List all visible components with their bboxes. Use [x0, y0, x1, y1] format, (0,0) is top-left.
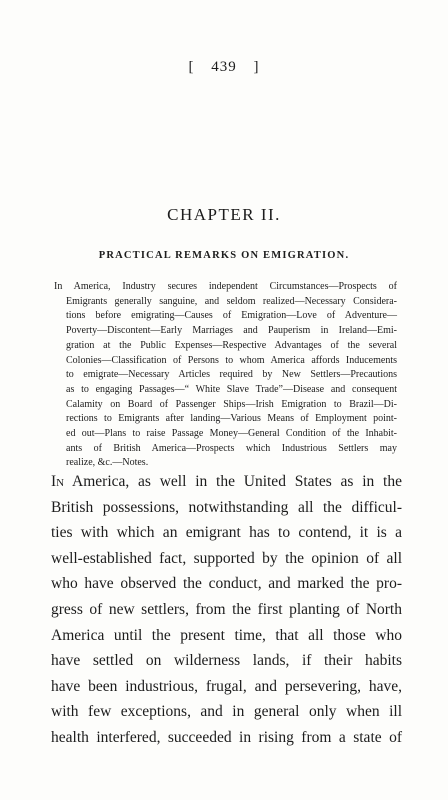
synopsis-line: as to engaging Passages—“ White Slave Trade”—Disease and consequent: [66, 383, 397, 395]
opening-word: In: [51, 473, 65, 490]
synopsis-line: Poverty—Discontent—Early Marriages and Pauperism in Ireland—Emi-: [66, 325, 397, 337]
right-bracket: ]: [253, 59, 260, 75]
body-line: well-established fact, supported by the opinion of all: [51, 549, 402, 567]
synopsis-line: In America, Industry secures independent Circumstances—Prospects of: [54, 281, 397, 292]
body-paragraph: [51, 469, 402, 751]
body-line: gress of new settlers, from the first planting of North: [51, 600, 402, 618]
synopsis-line: realize, &c.—Notes.: [66, 457, 149, 469]
synopsis-line: tions before emigrating—Causes of Emigration—Love of Adventure—: [66, 310, 397, 322]
body-line: have settled on wilderness lands, if their habits: [51, 652, 402, 670]
body-line: health interfered, succeeded in rising from a state of: [51, 728, 402, 746]
body-line: ties with which an emigrant has to contend, it is a: [51, 524, 402, 542]
body-line: British possessions, notwithstanding all the difficul-: [51, 498, 402, 516]
page-number: 439: [211, 59, 237, 75]
synopsis-line: gration at the Public Expenses—Respective Advantages of the several: [66, 339, 397, 351]
body-line: [51, 469, 402, 495]
page-number-header: [0, 59, 448, 76]
body-line: who have observed the conduct, and marked the pro-: [51, 575, 402, 593]
synopsis-line: ants of British America—Prospects which Industrious Settlers may: [66, 442, 397, 454]
body-line-text: America, as well in the United States as in the: [64, 473, 402, 490]
chapter-subtitle: PRACTICAL REMARKS ON EMIGRATION.: [98, 250, 350, 261]
body-line: with few exceptions, and in general only when ill: [51, 703, 402, 721]
chapter-title: CHAPTER II.: [167, 205, 281, 224]
body-line: America until the present time, that all those who: [51, 626, 402, 644]
body-line: have been industrious, frugal, and persevering, have,: [51, 677, 402, 695]
synopsis-line: Emigrants generally sanguine, and seldom realized—Necessary Considera-: [66, 295, 397, 307]
left-bracket: [: [188, 59, 195, 75]
synopsis-line: rections to Emigrants after landing—Various Means of Employment point-: [66, 413, 397, 425]
chapter-synopsis: [54, 280, 397, 471]
synopsis-line: ed out—Plans to raise Passage Money—General Condition of the Inhabit-: [66, 428, 397, 440]
synopsis-line: to emigrate—Necessary Articles required by New Settlers—Precautions: [66, 369, 397, 381]
synopsis-line: Colonies—Classification of Persons to whom America affords Inducements: [66, 354, 397, 366]
synopsis-line: Calamity on Board of Passenger Ships—Irish Emigration to Brazil—Di-: [66, 398, 397, 410]
